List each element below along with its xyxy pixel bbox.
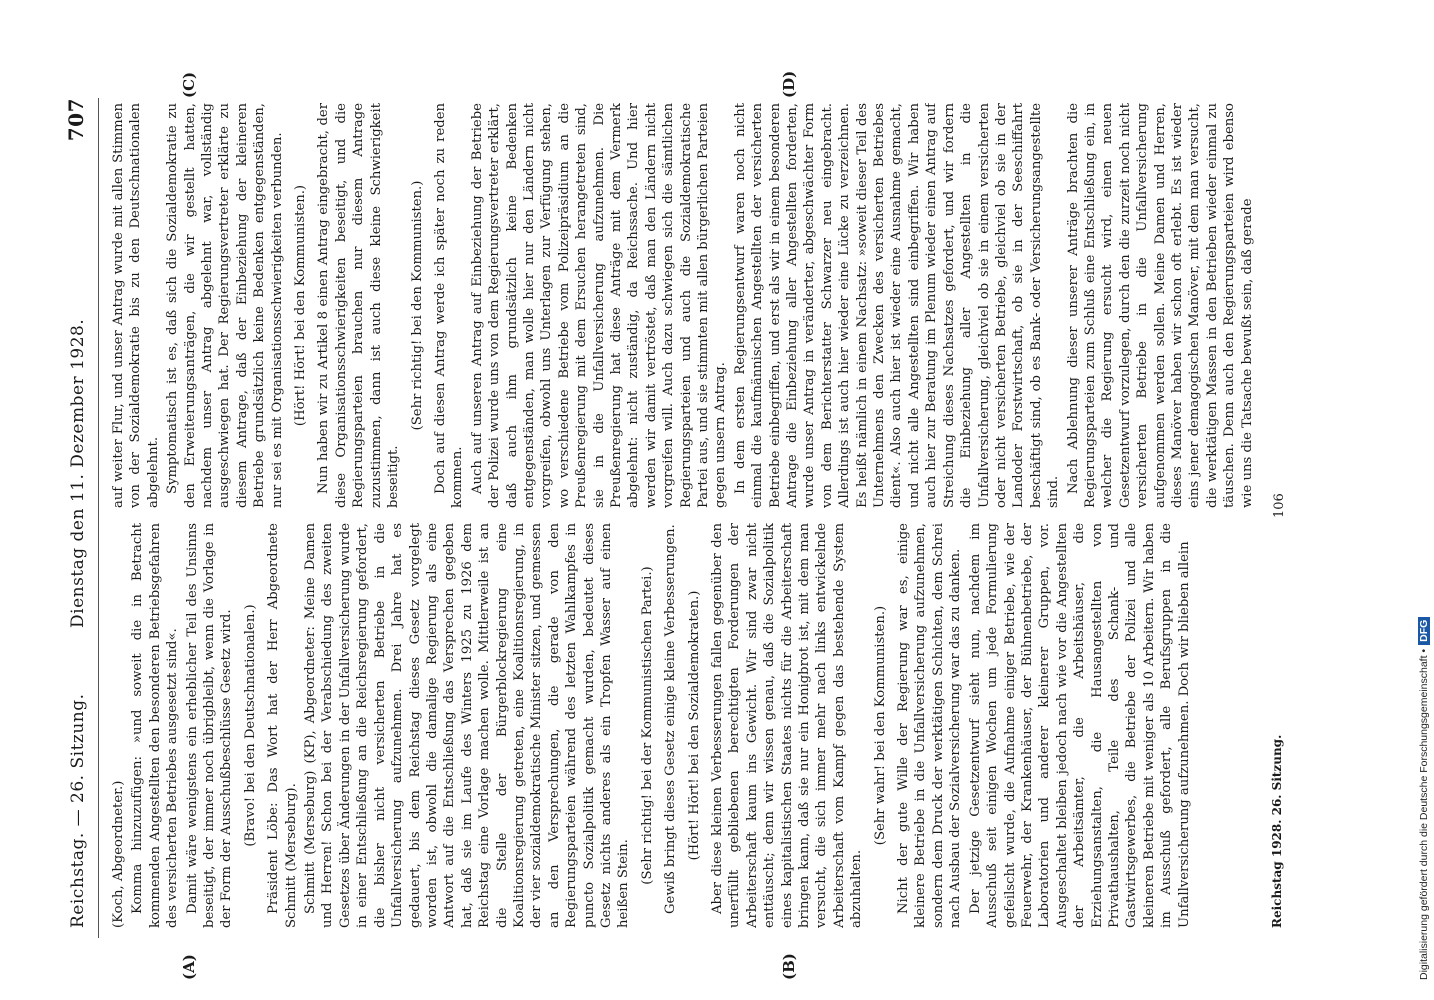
paragraph: Gewiß bringt dieses Gesetz einige kleine Verbesserungen. [663,524,679,914]
paragraph: Präsident Löbe: Das Wort hat der Herr Abgeordnete Schmitt (Merseburg). [266,523,299,928]
margin-marker-a: (A) [180,954,198,980]
paragraph: (Koch, Abgeordneter.) [111,780,126,928]
paragraph: Der jetzige Gesetzentwurf sieht nun, nachdem im Ausschuß seit einigen Wochen um jede Formulierung gefeilscht wurde, die Aufnahme einiger Betriebe, wie der Feuerwehr, der Krankenhäuser, der Bühnenbetriebe, der Laboratorien und anderer kleinerer Gruppen, vor. Ausgeschaltet bleiben jedoch nach wie vor die Angestellten der Arbeitsämter, die Arbeitshäuser, die Erziehungsanstalten, die Hausangestellten von Privathaushalten, Teile des Schank- und Gastwirtsgewerbes, die Betriebe der Polizei und alle kleineren Betriebe mit weniger als 10 Arbeitern. Wir haben im Ausschuß gefordert, alle Berufsgruppen in die Unfallversicherung aufzunehmen. Doch wir blieben allein [967,523,1192,928]
margin-marker-c: (C) [180,71,198,98]
left-text-column [110,523,1310,928]
paragraph: Auch auf unseren Antrag auf Einbeziehung der Betriebe der Polizei wurde uns von dem Regierungsvertreter erklärt, daß auch ihm grundsätzlich keine Bedenken entgegenständen, man wolle hier nur den Ländern nicht vorgreifen, obwohl uns Unterlagen zur Verfügung stehen, wo verschiedene Betriebe vom Polizeipräsidium an die Preußenregierung mit dem Ersuchen herangetreten sind, sie in die Unfallversicherung aufzunehmen. Die Preußenregierung hat diese Anträge mit dem Vermerk abgelehnt: nicht zuständig, da Reichssache. Und hier werden wir damit vertröstet, daß man den Ländern nicht vorgreifen will. Auch dazu schwiegen sich die sämtlichen Regierungsparteien und auch die Sozialdemokratische Partei aus, und sie stimmten mit allen bürgerlichen Parteien gegen unsern Antrag. [469,103,729,508]
funding-text: Digitalisierung gefördert durch die Deutsche Forschungsgemeinschaft • [1418,648,1430,980]
margin-marker-b: (B) [780,953,798,980]
interjection: (Sehr richtig! bei den Kommunisten.) [409,180,425,431]
paragraph: Doch auf diesen Antrag werde ich später noch zu reden kommen. [432,103,466,508]
paragraph: auf weiter Flur, und unser Antrag wurde mit allen Stimmen von der Sozialdemokratie bis zu den Deutschnationalen abgelehnt. [111,103,161,508]
header-session: Reichstag. — 26. Sitzung. [68,693,88,928]
paragraph: Nun haben wir zu Artikel 8 einen Antrag eingebracht, der diese Organisationsschwierigkeiten beseitigt, und die Regierungsparteien brauchen nur diesem Antrage zuzustimmen, dann ist auch diese kleine Schwierigkeit beseitigt. [316,103,402,508]
paragraph: Komma hinzuzufügen: »und soweit die in Betracht kommenden Angestellten den besonderen Betriebsgefahren des versicherten Betriebes ausgesetzt sind«. [130,523,181,928]
paragraph: Nicht der gute Wille der Regierung war es, einige kleinere Betriebe in die Unfallversicherung aufzunehmen, sondern dem Druck der werktätigen Schichten, dem Schrei nach Ausbau der Sozialversicherung war das zu danken. [896,523,964,928]
paragraph: Damit wäre wenigstens ein erheblicher Teil des Unsinns beseitigt, der immer noch übrigbleibt, wenn die Vorlage in der Form der Ausschußbeschlüsse Gesetz wird. [184,523,235,928]
interjection: (Hört! Hört! bei den Sozialdemokraten.) [686,590,702,861]
header-rule [98,98,99,938]
funding-note [1418,80,1432,980]
paragraph: Schmitt (Merseburg) (KP), Abgeordneter: Meine Damen und Herren! Schon bei der Verabschiedung des zweiten Gesetzes über Änderungen in der Unfallversicherung wurde in einer Entschließung an die Reichsregierung gefordert, die bisher nicht versicherten Betriebe in die Unfallversicherung aufzunehmen. Drei Jahre hat es gedauert, bis dem Reichstag dieses Gesetz vorgelegt worden ist, obwohl die damalige Regierung als eine Antwort auf die Entschließung das Versprechen gegeben hat, daß sie im Laufe des Winters 1925 zu 1926 dem Reichstag eine Vorlage machen wolle. Mittlerweile ist an die Stelle der Bürgerblockregierung eine Koalitionsregierung getreten, eine Koalitionsregierung, in der vier sozialdemokratische Minister sitzen, und gemessen an den Versprechungen, die gerade von den Regierungsparteien während des letzten Wahlkampfes in puncto Sozialpolitik gemacht wurden, bedeutet dieses Gesetz nichts anderes als ein Tropfen Wasser auf einen heißen Stein. [303,523,632,928]
right-text-column [110,103,1310,508]
interjection: (Sehr wahr! bei den Kommunisten.) [872,605,888,846]
footer-label: Reichstag 1928. 26. Sitzung. [1270,734,1284,928]
footer-page-number: 106 [1272,493,1287,518]
interjection: (Hört! Hört! bei den Kommunisten.) [293,184,309,427]
interjection: (Bravo! bei den Deutschnationalen.) [242,604,258,847]
margin-marker-d: (D) [780,70,798,98]
paragraph: Symptomatisch ist es, daß sich die Sozialdemokratie zu den Erweiterungsanträgen, die wir gestellt hatten, nachdem unser Antrag abgelehnt war, vollständig ausgeschwiegen hat. Der Regierungsvertreter erklärte zu diesem Antrage, daß der Einbeziehung der kleineren Betriebe grundsätzlich keine Bedenken entgegenständen, nur sei es mit Organisationsschwierigkeiten verbunden. [165,103,285,508]
rotated-page-content [60,70,1330,980]
dfg-logo: DFG [1418,617,1430,645]
paragraph: Aber diese kleinen Verbesserungen fallen gegenüber den unerfüllt gebliebenen berechtigten Forderungen der Arbeiterschaft kaum ins Gewicht. Wir sind zwar nicht enttäuscht; denn wir wissen genau, daß die Sozialpolitik eines kapitalistischen Staates nichts für die Arbeiterschaft bringen kann, daß sie nur ein Honigbrot ist, mit dem man versucht, die sich immer mehr nach links entwickelnde Arbeiterschaft vom Kampf gegen das bestehende System abzuhalten. [710,523,865,928]
paragraph: Nach Ablehnung dieser unserer Anträge brachten die Regierungsparteien zum Schluß eine Entschließung ein, in welcher die Regierung ersucht wird, einen neuen Gesetzentwurf vorzulegen, durch den die zurzeit noch nicht versicherten Betriebe in die Unfallversicherung aufgenommen werden sollen. Meine Damen und Herren, dieses Manöver haben wir schon oft erlebt. Es ist wieder eins jener demagogischen Manöver, mit dem man versucht, die werktätigen Massen in den Betrieben wieder einmal zu täuschen. Denn auch den Regierungsparteien wird ebenso wie uns die Tatsache bewußt sein, daß gerade [1065,103,1255,508]
page-header [60,88,100,948]
header-page-number: 707 [64,98,88,142]
paragraph: In dem ersten Regierungsentwurf waren noch nicht einmal die kaufmännischen Angestellten der versicherten Betriebe einbegriffen, und erst als wir in einem besonderen Antrage die Einbeziehung aller Angestellten forderten, wurde unser Antrag in veränderter, abgeschwächter Form von dem Berichterstatter Schwarzer neu eingebracht. Allerdings ist auch hier wieder eine Lücke zu verzeichnen. Es heißt nämlich in einem Nachsatz: »soweit dieser Teil des Unternehmens den Zwecken des versicherten Betriebes dient«. Also auch hier ist wieder eine Ausnahme gemacht, und nicht alle Angestellten sind einbegriffen. Wir haben auch hier zur Beratung im Plenum wieder einen Antrag auf Streichung dieses Nachsatzes gefordert, und wir fordern die Einbeziehung aller Angestellten in die Unfallversicherung, gleichviel ob sie in einem versicherten oder nicht versicherten Betriebe, gleichviel ob sie in der Landoder Forstwirtschaft, ob sie in der Seeschiffahrt beschäftigt sind, ob es Bank- oder Versicherungsangestellte sind. [732,103,1062,508]
interjection: (Sehr richtig! bei der Kommunistischen Partei.) [639,566,655,885]
header-date: Dienstag den 11. Dezember 1928. [68,318,88,628]
